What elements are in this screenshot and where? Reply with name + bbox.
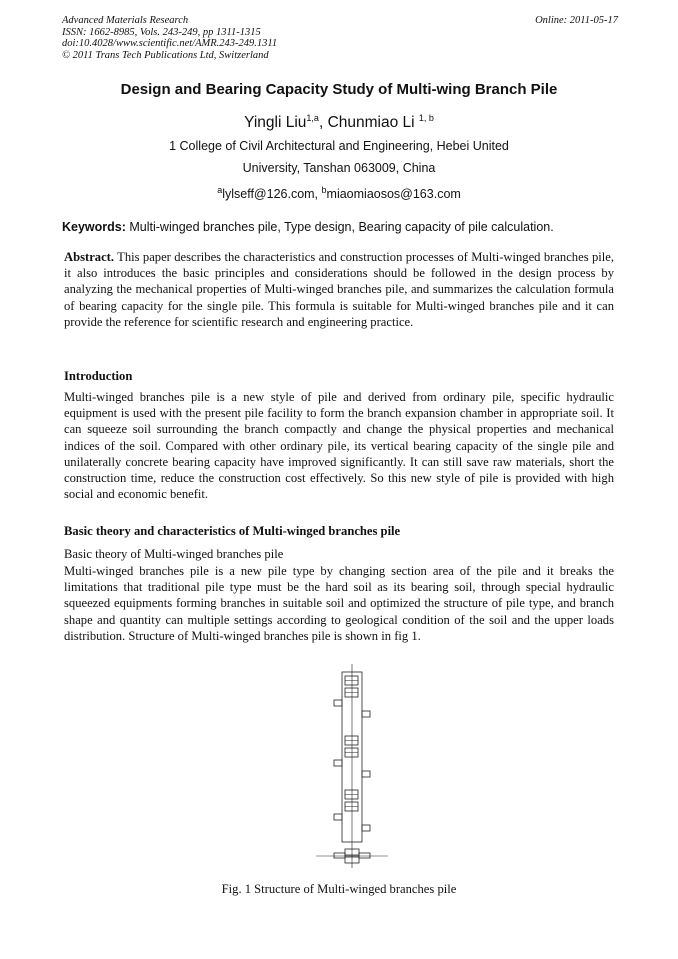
online-date: Online: 2011-05-17 (535, 15, 618, 26)
pile-wing-left-2 (334, 760, 342, 766)
introduction-heading: Introduction (64, 369, 133, 383)
keywords-label: Keywords: (62, 220, 126, 234)
pile-base-wing-right (359, 853, 370, 858)
author-1-name: Yingli Liu (244, 114, 307, 132)
pile-base-wing-left (334, 853, 345, 858)
issn-line: ISSN: 1662-8985, Vols. 243-249, pp 1311-1315 (62, 26, 261, 38)
keywords (62, 220, 618, 234)
author-separator: , (318, 114, 328, 132)
pile-wing-left-1 (334, 700, 342, 706)
journal-header (62, 15, 618, 61)
email-a-sup: a (217, 185, 223, 195)
basic-heading: Basic theory and characteristics of Multi-winged branches pile (64, 524, 401, 538)
basic-subheading: Basic theory of Multi-winged branches pile (64, 547, 284, 561)
author-line (0, 113, 678, 132)
email-b-sup: b (321, 185, 327, 195)
keywords-text: Multi-winged branches pile, Type design, Bearing capacity of pile calculation. (125, 220, 554, 234)
author-1-sup: 1,a (306, 113, 319, 123)
pile-wing-right-2 (362, 771, 370, 777)
affiliation-line-1: 1 College of Civil Architectural and Engineering, Hebei United (169, 139, 509, 153)
pile-structure-figure (312, 664, 392, 870)
journal-name: Advanced Materials Research (62, 15, 189, 26)
author-2-sup: 1, b (418, 113, 434, 123)
abstract-label: Abstract. (64, 250, 115, 264)
abstract (64, 249, 614, 330)
author-2-name: Chunmiao Li (327, 114, 419, 132)
paper-title: Design and Bearing Capacity Study of Multi-wing Branch Pile (120, 81, 558, 98)
pile-structure-diagram (312, 664, 392, 870)
figure-caption: Fig. 1 Structure of Multi-winged branches pile (221, 882, 457, 896)
introduction-text: Multi-winged branches pile is a new style of pile and derived from ordinary pile, specific hydraulic equipment is used with the present pile facility to form the branch expansion chamber in appropriate soil. It can squeeze soil surrounding the branch compactly and change the physical properties and mechanical indices of the soil. Compared with other ordinary pile, its vertical bearing capacity of the single pile and unilaterally concrete bearing capacity have improved significantly. It can still save raw materials, short the construction time, reduce the construction cost effectively. So this new style of pile is provided with high social and economic benefit. (64, 390, 614, 502)
abstract-text: This paper describes the characteristics and construction processes of Multi-winged branches pile, it also introduces the basic principles and considerations should be followed in the design process by analyzing the mechanical properties of Multi-winged branches pile, and summarizes the calculation formula of bearing capacity for the single pile. This formula is suitable for Multi-winged branches pile and it can provide the reference for scientific research and engineering practice. (64, 250, 614, 329)
affiliation-line-2: University, Tanshan 063009, China (242, 161, 436, 175)
pile-wing-right-1 (362, 711, 370, 717)
pile-wing-left-3 (334, 814, 342, 820)
basic-text: Multi-winged branches pile is a new pile type by changing section area of the pile and it breaks the limitations that traditional pile type must be the hard soil as its bearing soil, through special hydraulic squeezed equipments forming branches in suitable soil and optimized the structure of pile type, and branch shape and quantity can multiple settings according to geological condition of the soil and the upper loads distribution. Structure of Multi-winged branches pile is shown in fig 1. (64, 564, 614, 643)
email-b[interactable]: miaomiaosos@163.com (326, 187, 461, 202)
doi-line: doi:10.4028/www.scientific.net/AMR.243-249.1311 (62, 38, 278, 49)
email-a[interactable]: lylseff@126.com, (222, 187, 322, 202)
copyright-line: © 2011 Trans Tech Publications Ltd, Switzerland (62, 49, 269, 61)
pile-wing-right-3 (362, 825, 370, 831)
email-line (0, 185, 678, 201)
